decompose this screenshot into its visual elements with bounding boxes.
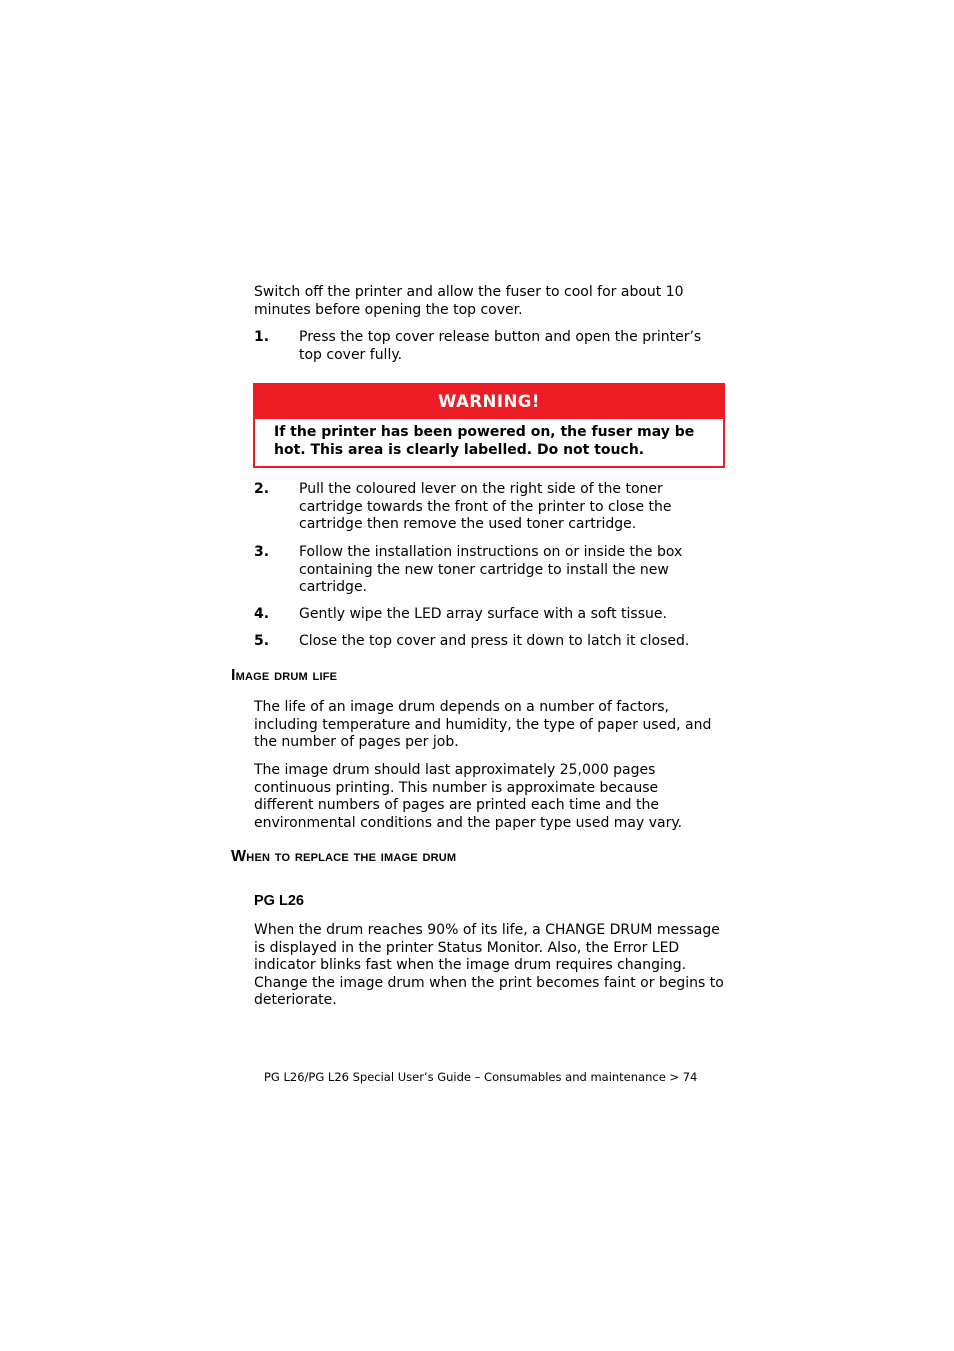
step-number: 4. <box>254 606 270 622</box>
step-text: Close the top cover and press it down to latch it closed. <box>299 633 690 649</box>
step-2 <box>254 481 734 534</box>
step-number: 5. <box>254 633 270 649</box>
step-text: Gently wipe the LED array surface with a soft tissue. <box>299 606 667 622</box>
paragraph-drum-life-1: The life of an image drum depends on a number of factors, including temperature and humidity, the type of paper used, and the number of pages per job. <box>254 699 712 751</box>
step-text: Pull the coloured lever on the right side of the toner cartridge towards the front of the printer to close the cartridge then remove the used toner cartridge. <box>299 481 672 533</box>
step-4 <box>254 606 734 624</box>
warning-box <box>253 383 725 468</box>
subheading-pg-l26: PG L26 <box>254 893 304 909</box>
step-5 <box>254 633 734 651</box>
heading-image-drum-life: Image drum life <box>231 667 338 684</box>
step-3 <box>254 544 734 597</box>
step-text: Press the top cover release button and open the printer’s top cover fully. <box>299 329 702 363</box>
warning-title: WARNING! <box>255 385 723 419</box>
step-number: 3. <box>254 544 270 560</box>
paragraph-replace: When the drum reaches 90% of its life, a CHANGE DRUM message is displayed in the printer Status Monitor. Also, the Error LED indicator blinks fast when the image drum requires changing. Change the image drum when the print becomes faint or begins to deteriorate. <box>254 922 724 1009</box>
warning-text: If the printer has been powered on, the fuser may be hot. This area is clearly labelled. Do not touch. <box>274 424 695 458</box>
step-1 <box>254 329 734 364</box>
heading-when-to-replace: When to replace the image drum <box>231 848 457 865</box>
step-number: 2. <box>254 481 270 497</box>
step-text: Follow the installation instructions on or inside the box containing the new toner cartridge to install the new cartridge. <box>299 544 683 596</box>
paragraph-drum-life-2: The image drum should last approximately 25,000 pages continuous printing. This number is approximate because different numbers of pages are printed each time and the environmental conditions and the paper type used may vary. <box>254 762 683 831</box>
intro-paragraph: Switch off the printer and allow the fuser to cool for about 10 minutes before opening the top cover. <box>254 284 684 318</box>
step-number: 1. <box>254 329 270 345</box>
page-footer: PG L26/PG L26 Special User’s Guide – Consumables and maintenance > 74 <box>264 1070 698 1084</box>
